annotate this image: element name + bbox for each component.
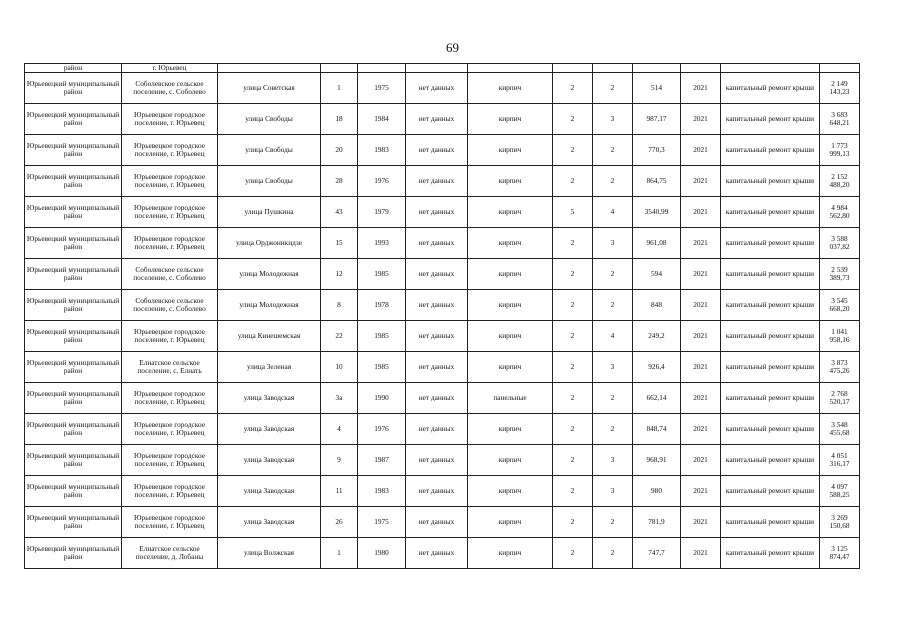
table-row	[25, 445, 860, 476]
cell-empty	[593, 64, 633, 73]
cell-planned-year: 2021	[681, 166, 721, 197]
cell-year-built: 1978	[358, 290, 406, 321]
housing-registry-table	[24, 63, 860, 569]
cell-wall-material: кирпич	[468, 507, 553, 538]
cell-settlement: Соболевское сельское поселение, с. Соболево	[122, 259, 218, 290]
cell-cost: 1 041 958,16	[820, 321, 860, 352]
cell-area: 594	[633, 259, 681, 290]
cell-planned-year: 2021	[681, 228, 721, 259]
cell-entrances: 3	[593, 352, 633, 383]
cell-empty	[633, 64, 681, 73]
cell-wall-material: кирпич	[468, 445, 553, 476]
cell-street: улица Свободы	[218, 104, 321, 135]
cell-year-built: 1975	[358, 507, 406, 538]
cell-floors: 2	[553, 290, 593, 321]
cell-street: улица Советская	[218, 73, 321, 104]
cell-house-number: 15	[321, 228, 358, 259]
table-row	[25, 228, 860, 259]
cell-cost: 4 984 562,80	[820, 197, 860, 228]
cell-cost: 2 768 520,17	[820, 383, 860, 414]
cell-work-type: капитальный ремонт крыши	[721, 445, 820, 476]
cell-year-built: 1984	[358, 104, 406, 135]
cell-street: улица Заводская	[218, 445, 321, 476]
table-row	[25, 321, 860, 352]
cell-cost: 2 539 389,73	[820, 259, 860, 290]
cell-work-type: капитальный ремонт крыши	[721, 383, 820, 414]
cell-district: Юрьевецкий муниципальный район	[25, 197, 122, 228]
table-row-partial	[25, 64, 860, 73]
cell-planned-year: 2021	[681, 135, 721, 166]
cell-wall-material: кирпич	[468, 476, 553, 507]
cell-floors: 2	[553, 445, 593, 476]
cell-wall-material: кирпич	[468, 414, 553, 445]
cell-floors: 2	[553, 166, 593, 197]
cell-year-built: 1985	[358, 259, 406, 290]
cell-floors: 2	[553, 383, 593, 414]
cell-entrances: 2	[593, 73, 633, 104]
cell-area: 662,14	[633, 383, 681, 414]
cell-cost: 3 548 455,68	[820, 414, 860, 445]
cell-floors: 2	[553, 414, 593, 445]
cell-house-number: 8	[321, 290, 358, 321]
cell-planned-year: 2021	[681, 507, 721, 538]
cell-wall-material: кирпич	[468, 259, 553, 290]
cell-street: улица Заводская	[218, 507, 321, 538]
cell-last-overhaul: нет данных	[406, 197, 468, 228]
table-row	[25, 166, 860, 197]
cell-settlement: Юрьевецкое городское поселение, г. Юрьевец	[122, 166, 218, 197]
cell-entrances: 2	[593, 383, 633, 414]
cell-district: район	[25, 64, 122, 73]
cell-district: Юрьевецкий муниципальный район	[25, 414, 122, 445]
cell-entrances: 4	[593, 321, 633, 352]
cell-street: улица Свободы	[218, 135, 321, 166]
cell-planned-year: 2021	[681, 352, 721, 383]
cell-street: улица Пушкина	[218, 197, 321, 228]
cell-settlement: Юрьевецкое городское поселение, г. Юрьевец	[122, 197, 218, 228]
cell-work-type: капитальный ремонт крыши	[721, 166, 820, 197]
cell-year-built: 1979	[358, 197, 406, 228]
cell-wall-material: кирпич	[468, 135, 553, 166]
cell-floors: 2	[553, 259, 593, 290]
cell-work-type: капитальный ремонт крыши	[721, 321, 820, 352]
cell-last-overhaul: нет данных	[406, 445, 468, 476]
cell-floors: 2	[553, 104, 593, 135]
cell-district: Юрьевецкий муниципальный район	[25, 321, 122, 352]
cell-wall-material: кирпич	[468, 73, 553, 104]
cell-work-type: капитальный ремонт крыши	[721, 414, 820, 445]
cell-entrances: 3	[593, 104, 633, 135]
cell-last-overhaul: нет данных	[406, 73, 468, 104]
cell-area: 968,91	[633, 445, 681, 476]
cell-floors: 2	[553, 228, 593, 259]
table-row	[25, 290, 860, 321]
cell-settlement: Юрьевецкое городское поселение, г. Юрьевец	[122, 135, 218, 166]
cell-settlement: Юрьевецкое городское поселение, г. Юрьевец	[122, 414, 218, 445]
cell-work-type: капитальный ремонт крыши	[721, 104, 820, 135]
cell-empty	[820, 64, 860, 73]
cell-district: Юрьевецкий муниципальный район	[25, 166, 122, 197]
cell-wall-material: кирпич	[468, 321, 553, 352]
cell-area: 980	[633, 476, 681, 507]
cell-house-number: 26	[321, 507, 358, 538]
cell-district: Юрьевецкий муниципальный район	[25, 228, 122, 259]
cell-floors: 2	[553, 73, 593, 104]
table-row	[25, 476, 860, 507]
cell-wall-material: кирпич	[468, 197, 553, 228]
cell-district: Юрьевецкий муниципальный район	[25, 383, 122, 414]
cell-district: Юрьевецкий муниципальный район	[25, 259, 122, 290]
cell-district: Юрьевецкий муниципальный район	[25, 538, 122, 569]
cell-planned-year: 2021	[681, 445, 721, 476]
cell-last-overhaul: нет данных	[406, 166, 468, 197]
cell-wall-material: кирпич	[468, 166, 553, 197]
cell-area: 747,7	[633, 538, 681, 569]
cell-year-built: 1980	[358, 538, 406, 569]
cell-wall-material: кирпич	[468, 538, 553, 569]
cell-settlement: Елнатское сельское поселение, с. Елнать	[122, 352, 218, 383]
cell-district: Юрьевецкий муниципальный район	[25, 445, 122, 476]
cell-settlement: Юрьевецкое городское поселение, г. Юрьевец	[122, 321, 218, 352]
table-row	[25, 383, 860, 414]
cell-entrances: 2	[593, 507, 633, 538]
cell-floors: 2	[553, 476, 593, 507]
cell-floors: 2	[553, 538, 593, 569]
cell-work-type: капитальный ремонт крыши	[721, 73, 820, 104]
cell-district: Юрьевецкий муниципальный район	[25, 476, 122, 507]
table-row	[25, 259, 860, 290]
cell-entrances: 3	[593, 445, 633, 476]
cell-planned-year: 2021	[681, 414, 721, 445]
cell-settlement: Юрьевецкое городское поселение, г. Юрьевец	[122, 383, 218, 414]
cell-empty	[406, 64, 468, 73]
cell-area: 848	[633, 290, 681, 321]
cell-district: Юрьевецкий муниципальный район	[25, 104, 122, 135]
cell-last-overhaul: нет данных	[406, 290, 468, 321]
cell-area: 864,75	[633, 166, 681, 197]
cell-empty	[681, 64, 721, 73]
table-row	[25, 414, 860, 445]
cell-area: 514	[633, 73, 681, 104]
cell-last-overhaul: нет данных	[406, 352, 468, 383]
cell-entrances: 2	[593, 538, 633, 569]
cell-floors: 2	[553, 135, 593, 166]
cell-settlement: Соболевское сельское поселение, с. Соболево	[122, 73, 218, 104]
cell-planned-year: 2021	[681, 383, 721, 414]
cell-floors: 5	[553, 197, 593, 228]
cell-settlement: г. Юрьевец	[122, 64, 218, 73]
cell-last-overhaul: нет данных	[406, 538, 468, 569]
cell-house-number: 3а	[321, 383, 358, 414]
cell-last-overhaul: нет данных	[406, 321, 468, 352]
cell-planned-year: 2021	[681, 197, 721, 228]
cell-entrances: 3	[593, 228, 633, 259]
cell-house-number: 9	[321, 445, 358, 476]
cell-last-overhaul: нет данных	[406, 414, 468, 445]
cell-entrances: 2	[593, 259, 633, 290]
cell-empty	[358, 64, 406, 73]
cell-cost: 3 873 475,26	[820, 352, 860, 383]
cell-cost: 2 152 488,20	[820, 166, 860, 197]
cell-street: улица Заводская	[218, 383, 321, 414]
cell-street: улица Кинешемская	[218, 321, 321, 352]
cell-entrances: 2	[593, 166, 633, 197]
table-row	[25, 538, 860, 569]
cell-wall-material: панельные	[468, 383, 553, 414]
cell-settlement: Соболевское сельское поселение, с. Соболево	[122, 290, 218, 321]
cell-planned-year: 2021	[681, 321, 721, 352]
cell-street: улица Молодежная	[218, 259, 321, 290]
cell-area: 926,4	[633, 352, 681, 383]
cell-entrances: 2	[593, 135, 633, 166]
cell-year-built: 1975	[358, 73, 406, 104]
cell-empty	[553, 64, 593, 73]
cell-street: улица Молодежная	[218, 290, 321, 321]
cell-year-built: 1976	[358, 166, 406, 197]
cell-cost: 3 545 668,20	[820, 290, 860, 321]
cell-floors: 2	[553, 352, 593, 383]
cell-year-built: 1985	[358, 352, 406, 383]
cell-area: 770,3	[633, 135, 681, 166]
page-number: 69	[446, 40, 459, 55]
cell-empty	[468, 64, 553, 73]
cell-street: улица Свободы	[218, 166, 321, 197]
cell-house-number: 43	[321, 197, 358, 228]
cell-area: 249,2	[633, 321, 681, 352]
table-row	[25, 73, 860, 104]
cell-house-number: 10	[321, 352, 358, 383]
cell-area: 987,17	[633, 104, 681, 135]
table-row	[25, 104, 860, 135]
cell-street: улица Волжская	[218, 538, 321, 569]
cell-district: Юрьевецкий муниципальный район	[25, 135, 122, 166]
cell-settlement: Юрьевецкое городское поселение, г. Юрьевец	[122, 507, 218, 538]
cell-wall-material: кирпич	[468, 228, 553, 259]
cell-planned-year: 2021	[681, 290, 721, 321]
cell-cost: 3 269 150,68	[820, 507, 860, 538]
cell-work-type: капитальный ремонт крыши	[721, 135, 820, 166]
cell-settlement: Юрьевецкое городское поселение, г. Юрьевец	[122, 104, 218, 135]
cell-last-overhaul: нет данных	[406, 135, 468, 166]
cell-work-type: капитальный ремонт крыши	[721, 259, 820, 290]
cell-work-type: капитальный ремонт крыши	[721, 228, 820, 259]
cell-empty	[721, 64, 820, 73]
cell-planned-year: 2021	[681, 73, 721, 104]
cell-last-overhaul: нет данных	[406, 259, 468, 290]
cell-settlement: Юрьевецкое городское поселение, г. Юрьевец	[122, 445, 218, 476]
cell-settlement: Юрьевецкое городское поселение, г. Юрьевец	[122, 228, 218, 259]
cell-wall-material: кирпич	[468, 352, 553, 383]
cell-house-number: 11	[321, 476, 358, 507]
cell-house-number: 1	[321, 73, 358, 104]
cell-last-overhaul: нет данных	[406, 507, 468, 538]
cell-year-built: 1987	[358, 445, 406, 476]
cell-entrances: 2	[593, 290, 633, 321]
cell-area: 961,08	[633, 228, 681, 259]
cell-cost: 4 051 316,17	[820, 445, 860, 476]
cell-last-overhaul: нет данных	[406, 476, 468, 507]
cell-entrances: 3	[593, 476, 633, 507]
cell-house-number: 22	[321, 321, 358, 352]
cell-wall-material: кирпич	[468, 104, 553, 135]
cell-work-type: капитальный ремонт крыши	[721, 476, 820, 507]
cell-entrances: 2	[593, 414, 633, 445]
cell-district: Юрьевецкий муниципальный район	[25, 507, 122, 538]
cell-cost: 2 149 143,23	[820, 73, 860, 104]
table-body	[25, 64, 860, 569]
cell-settlement: Елнатское сельское поселение, д. Лобаны	[122, 538, 218, 569]
cell-planned-year: 2021	[681, 476, 721, 507]
cell-year-built: 1976	[358, 414, 406, 445]
cell-cost: 3 125 874,47	[820, 538, 860, 569]
cell-floors: 2	[553, 507, 593, 538]
table-row	[25, 352, 860, 383]
cell-work-type: капитальный ремонт крыши	[721, 197, 820, 228]
cell-last-overhaul: нет данных	[406, 383, 468, 414]
cell-year-built: 1983	[358, 476, 406, 507]
cell-work-type: капитальный ремонт крыши	[721, 538, 820, 569]
cell-empty	[218, 64, 321, 73]
cell-house-number: 4	[321, 414, 358, 445]
cell-street: улица Зеленая	[218, 352, 321, 383]
cell-street: улица Заводская	[218, 476, 321, 507]
table-row	[25, 197, 860, 228]
cell-last-overhaul: нет данных	[406, 228, 468, 259]
table-row	[25, 135, 860, 166]
cell-year-built: 1985	[358, 321, 406, 352]
cell-last-overhaul: нет данных	[406, 104, 468, 135]
cell-planned-year: 2021	[681, 538, 721, 569]
cell-house-number: 12	[321, 259, 358, 290]
cell-year-built: 1990	[358, 383, 406, 414]
table-row	[25, 507, 860, 538]
cell-year-built: 1983	[358, 135, 406, 166]
cell-district: Юрьевецкий муниципальный район	[25, 352, 122, 383]
cell-area: 848,74	[633, 414, 681, 445]
cell-work-type: капитальный ремонт крыши	[721, 507, 820, 538]
cell-house-number: 20	[321, 135, 358, 166]
cell-planned-year: 2021	[681, 104, 721, 135]
cell-cost: 1 773 999,13	[820, 135, 860, 166]
cell-wall-material: кирпич	[468, 290, 553, 321]
cell-cost: 4 097 588,25	[820, 476, 860, 507]
cell-street: улица Заводская	[218, 414, 321, 445]
cell-settlement: Юрьевецкое городское поселение, г. Юрьевец	[122, 476, 218, 507]
cell-district: Юрьевецкий муниципальный район	[25, 73, 122, 104]
cell-area: 781,9	[633, 507, 681, 538]
cell-house-number: 18	[321, 104, 358, 135]
cell-cost: 3 588 037,82	[820, 228, 860, 259]
cell-work-type: капитальный ремонт крыши	[721, 290, 820, 321]
cell-house-number: 28	[321, 166, 358, 197]
cell-street: улица Орджоникидзе	[218, 228, 321, 259]
cell-district: Юрьевецкий муниципальный район	[25, 290, 122, 321]
cell-cost: 3 683 648,21	[820, 104, 860, 135]
cell-area: 3540,99	[633, 197, 681, 228]
cell-empty	[321, 64, 358, 73]
cell-year-built: 1993	[358, 228, 406, 259]
cell-work-type: капитальный ремонт крыши	[721, 352, 820, 383]
cell-house-number: 1	[321, 538, 358, 569]
cell-planned-year: 2021	[681, 259, 721, 290]
cell-floors: 2	[553, 321, 593, 352]
cell-entrances: 4	[593, 197, 633, 228]
